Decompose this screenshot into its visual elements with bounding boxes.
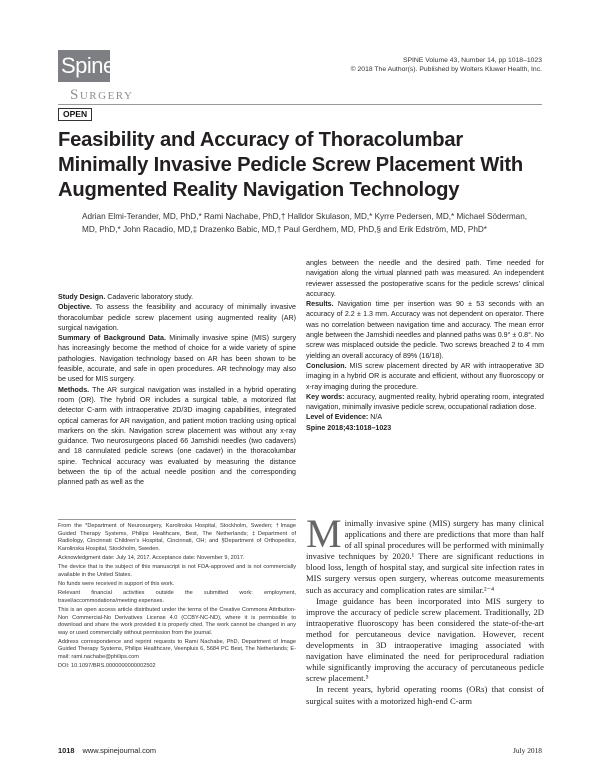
footnote-doi: DOI: 10.1097/BRS.0000000000002502 — [58, 663, 156, 670]
journal-url[interactable]: www.spinejournal.com — [82, 746, 157, 755]
abstract-citation: Spine 2018;43:1018–1023 — [306, 423, 392, 432]
abstract-methods — [58, 385, 296, 488]
body-paragraph: Image guidance has been incorporated into MIS surgery to improve the accuracy of pedicle screw placement. Traditionally, 2D intraoperative fluoroscopy has been considered the state-of-the-art method for percutaneous device navigation. However, recent developments in 3D intraoperative imaging associated with navigation have eliminated the need for periprocedural radiation while significantly improving the accuracy of percutaneous pedicle screw placement.⁵ — [306, 595, 544, 684]
conclusion-text: MIS screw placement directed by AR with intraoperative 3D imaging in a hybrid OR is accurate and efficient, without any fluoroscopy or x-ray imaging during the procedure. — [306, 361, 544, 391]
results-label: Results. — [306, 300, 334, 309]
footnotes — [58, 523, 296, 672]
body-paragraph: In recent years, hybrid operating rooms (ORs) that consist of surgical suites with a motorized high-end C-arm — [306, 684, 544, 706]
keywords-text: accuracy, augmented reality, hybrid operating room, integrated navigation, minimally invasive pedicle screw, occupational radiation dose. — [306, 392, 544, 412]
background-text: Minimally invasive spine (MIS) surgery has increasingly become the method of choice for a wide variety of spine pathologies. Navigation technology based on AR has been shown to be feasible, accurate, and safe in open procedures. AR technology may also be used for MIS surgery. — [58, 334, 296, 384]
background-label: Summary of Background Data. — [58, 334, 166, 343]
journal-logo-subtitle: Surgery — [70, 87, 134, 103]
methods-text: The AR surgical navigation was installed in a hybrid operating room (OR). The hybrid OR includes a surgical table, a motorized flat detector C-arm with intraoperative 2D/3D imaging capabilities, integrated optical cameras for AR navigation, and patient motion tracking using optical markers on the skin. Navigation screw placement was without any x-ray guidance. Two neurosurgeons placed 66 Jamshidi needles (two cadavers) and 18 cannulated pedicle screws (one cadaver) in the thoracolumbar spine. Technical accuracy was evaluated by measuring the distance between the tip of the actual needle position and the corresponding planned path as well as the — [58, 385, 296, 487]
footnote-rule — [58, 519, 296, 520]
journal-citation: SPINE Volume 43, Number 14, pp 1018–1023 — [402, 57, 542, 64]
journal-logo: Spine — [58, 50, 110, 82]
abstract-results — [306, 299, 544, 361]
methods-label: Methods. — [58, 385, 90, 394]
body-paragraph — [306, 511, 544, 596]
footnote-correspondence: Address correspondence and reprint requests to Rami Nachabe, PhD, Department of Image Guided Therapy Systems, Philips Healthcare, Veenpluis 6, 5684 PC Best, The Netherlands; E-mail: rami.nachabe@philips.com — [58, 638, 296, 661]
footnote-affiliations: From the *Department of Neurosurgery, Karolinska Hospital, Stockholm, Sweden; †Image Guided Therapy Systems, Philips Healthcare, Best, The Netherlands; ‡Department of Radiology, Cincinnati Children's Hospital, Cincinnati, OH; and §Department of Orthopedics, Karolinska Hospital, Stockholm, Sweden. — [58, 523, 296, 552]
page-footer-left — [58, 746, 156, 755]
footnote-financial: Relevant financial activities outside the submitted work: employment, travel/accommodations/meeting expenses. — [58, 590, 296, 604]
abstract-right-column — [306, 258, 544, 433]
footnote-funding: No funds were received in support of this work. — [58, 580, 175, 587]
abstract-study-design — [58, 292, 296, 302]
page-footer-date: July 2018 — [513, 746, 542, 755]
journal-header — [351, 56, 542, 74]
conclusion-label: Conclusion. — [306, 361, 347, 370]
abstract-conclusion — [306, 361, 544, 392]
body-paragraph-1-text: inimally invasive spine (MIS) surgery has many clinical applications and there are predictions that more than half of all spinal procedures will be performed with minimally invasive techniques by 2020.¹ There are significant reductions in blood loss, length of hospital stay, and surgical site infection rates in MIS surgery versus open surgery, whereas outcome measurements such as accuracy and complication rates are similar.²⁻⁴ — [306, 518, 544, 595]
abstract-objective — [58, 302, 296, 333]
study-design-label: Study Design. — [58, 293, 106, 301]
drop-cap: M — [306, 511, 342, 556]
keywords-label: Key words: — [306, 392, 345, 401]
abstract-methods-continued: angles between the needle and the desired path. Time needed for navigation along the virtual planned path was measured. An independent reviewer assessed the postoperative scans for the pedicle screws' clinical accuracy. — [306, 259, 544, 298]
objective-label: Objective. — [58, 303, 92, 312]
objective-text: To assess the feasibility and accuracy of minimally invasive thoracolumbar pedicle screw placement using augmented reality (AR) surgical navigation. — [58, 303, 296, 332]
journal-copyright: © 2018 The Author(s). Published by Wolters Kluwer Health, Inc. — [350, 66, 542, 73]
abstract-evidence — [306, 412, 544, 422]
open-access-badge: OPEN — [58, 108, 92, 121]
evidence-text: N/A — [368, 413, 383, 422]
abstract-keywords — [306, 392, 544, 413]
header-rule — [58, 104, 542, 105]
footnote-dates: Acknowledgment date: July 14, 2017. Acceptance date: November 9, 2017. — [58, 554, 245, 561]
abstract-background — [58, 333, 296, 384]
results-text: Navigation time per insertion was 90 ± 53 seconds with an accuracy of 2.2 ± 1.3 mm. Accuracy was not dependent on operator. There was no correlation between navigation time and accuracy. The mean error angle between the Jamshidi needles and planned paths was 0.9° ± 0.8°. No screw was misplaced outside the pedicle. Two screws breached 2 to 4 mm yielding an overall accuracy of 89% (16/18). — [306, 300, 544, 360]
page-number: 1018 — [58, 746, 75, 755]
article-title: Feasibility and Accuracy of Thoracolumbar Minimally Invasive Pedicle Screw Placement With Augmented Reality Navigation Technology — [58, 129, 524, 201]
abstract-left-column — [58, 292, 296, 488]
footnote-fda: The device that is the subject of this manuscript is not FDA-approved and is not commercially available in the United States. — [58, 564, 296, 578]
evidence-label: Level of Evidence: — [306, 413, 369, 422]
study-design-text: Cadaveric laboratory study. — [105, 293, 194, 301]
footnote-license: This is an open access article distributed under the terms of the Creative Commons Attribution-Non Commercial-No Derivatives License 4.0 (CCBY-NC-ND), where it is permissible to download and share the work provided it is properly cited. The work cannot be changed in any way or used commercially without permission from the journal. — [58, 606, 296, 636]
author-list: Adrian Elmi-Terander, MD, PhD,* Rami Nachabe, PhD,† Halldor Skulason, MD,* Kyrre Pedersen, MD,* Michael Söderman, MD, PhD,* John Racadio, MD,‡ Drazenko Babic, MD,† Paul Gerdhem, MD, PhD,§ and Erik Edström, MD, PhD* — [82, 212, 528, 234]
article-body — [306, 511, 544, 707]
